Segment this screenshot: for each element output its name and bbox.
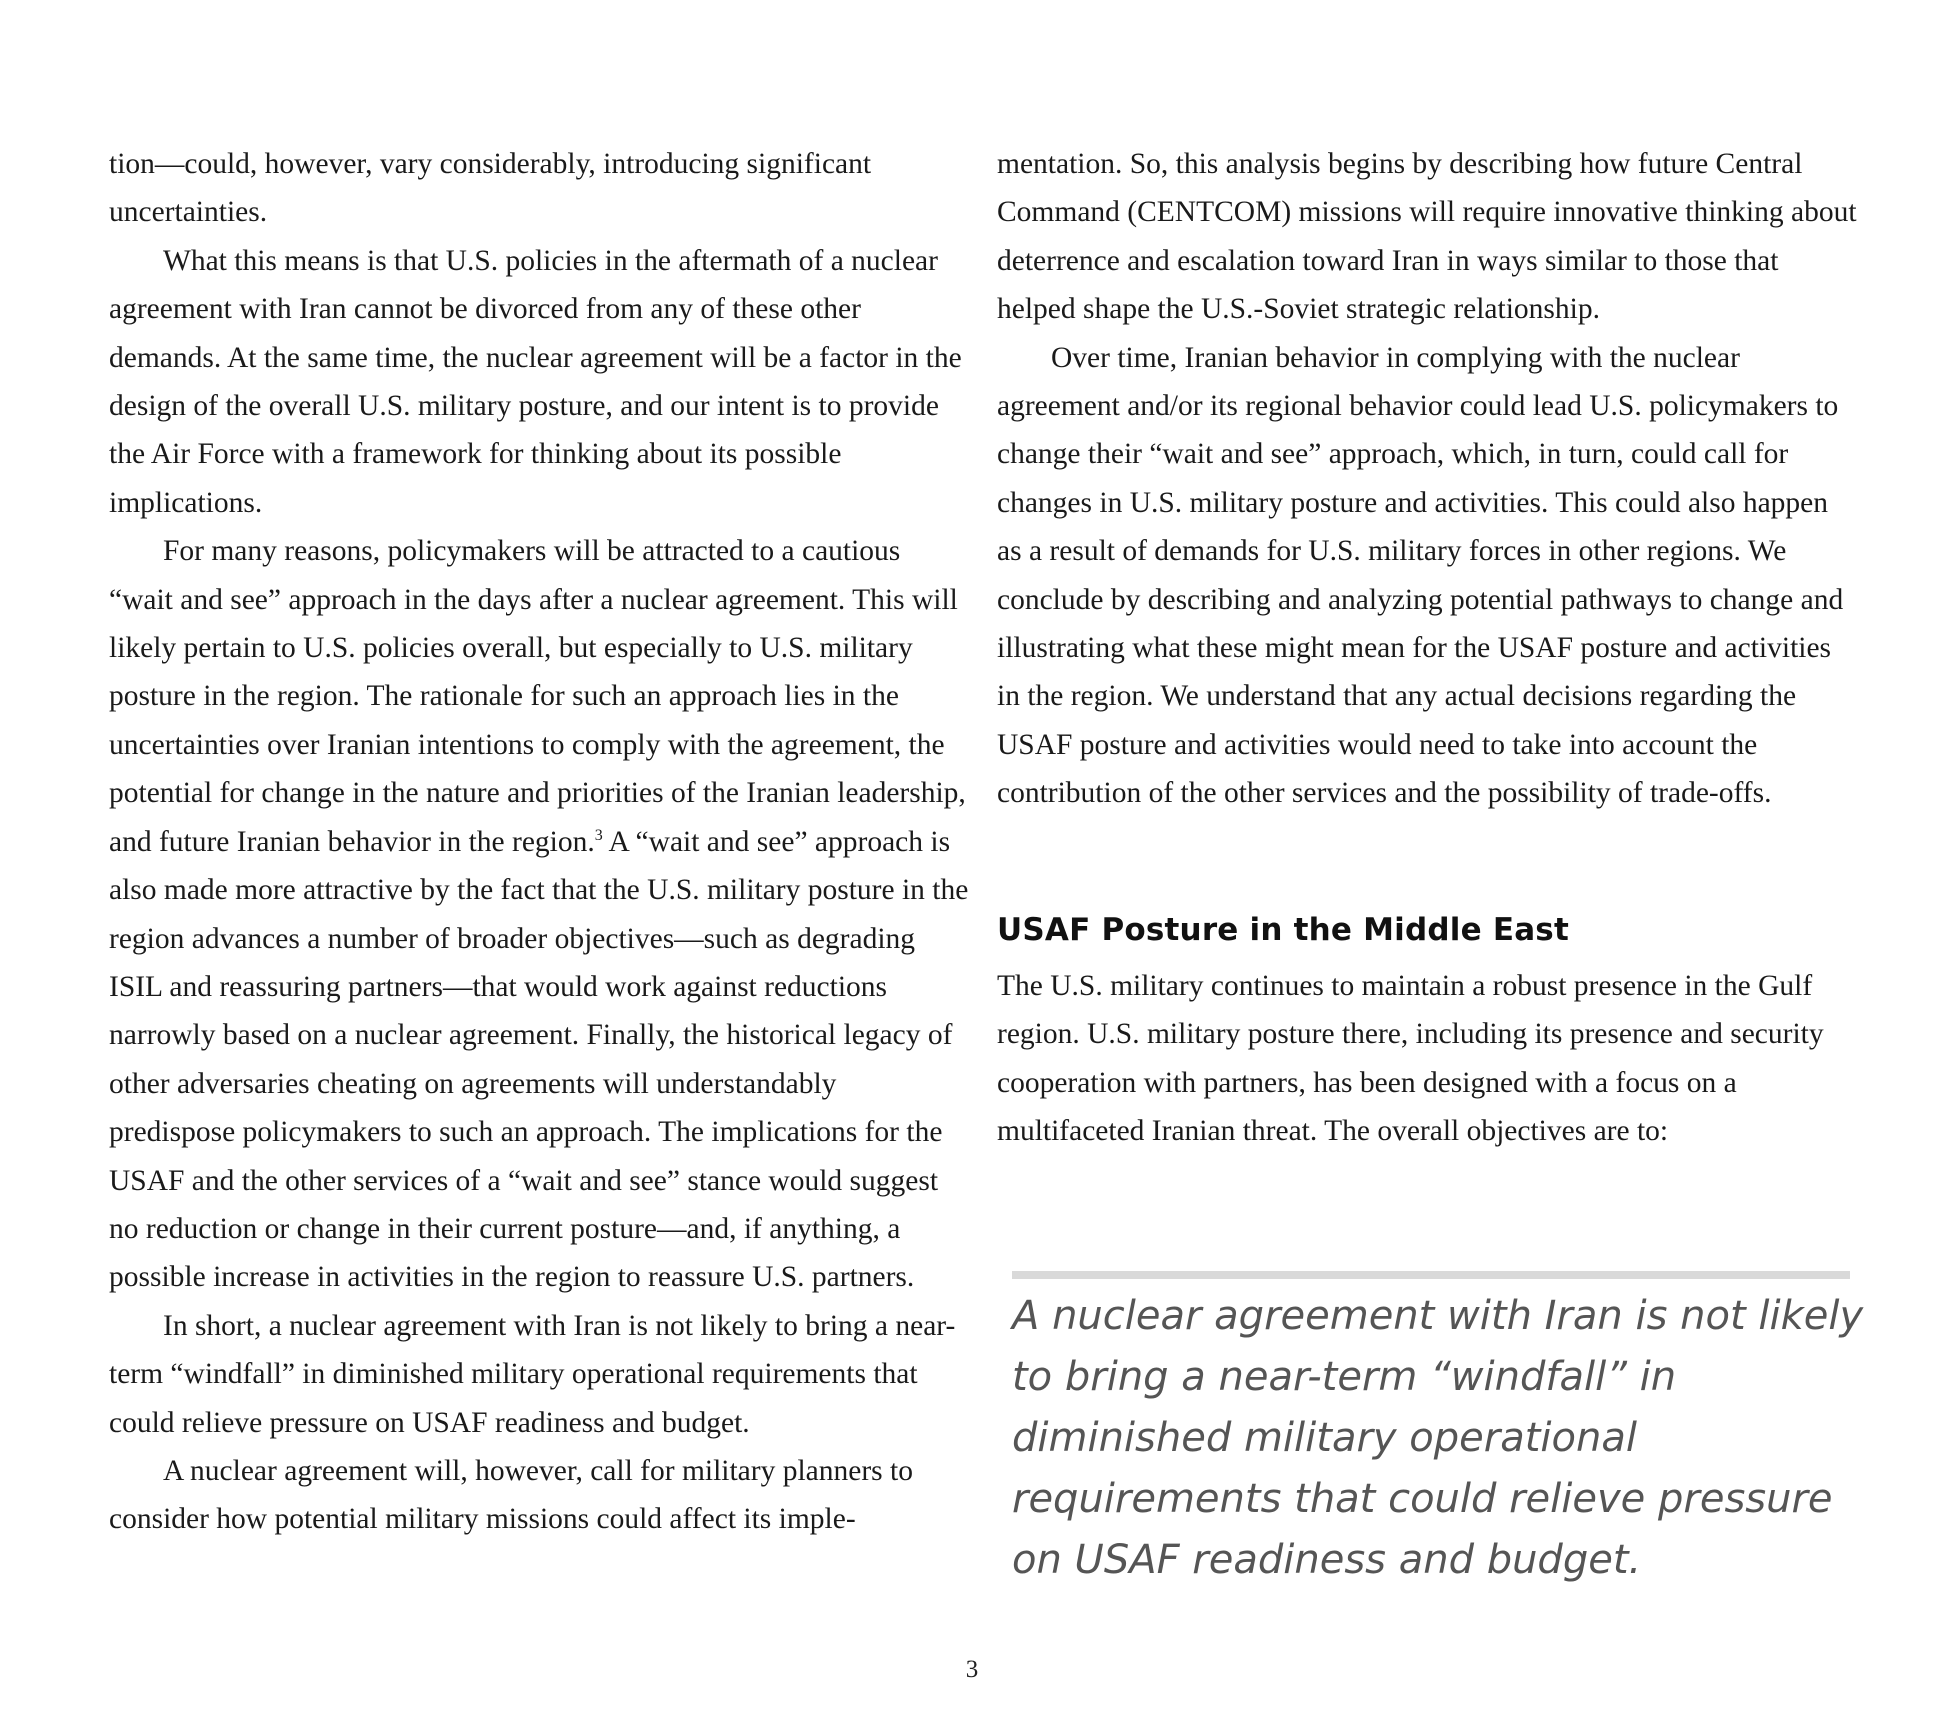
footnote-marker[interactable]: 3 (594, 826, 603, 844)
section-paragraph: The U.S. military continues to maintain a robust presence in the Gulf region. U.S. military posture there, including its presence and security cooperation with partners, has been designed with a focus on a multifaceted Iranian threat. The overall objectives are to: (997, 970, 1824, 1148)
left-paragraph-5: A nuclear agreement will, however, call for military planners to consider how potential military missions could affect its imple- (109, 1454, 913, 1536)
right-paragraph-2: Over time, Iranian behavior in complying with the nuclear agreement and/or its regional behavior could lead U.S. policymakers to change their “wait and see” approach, which, in turn, could call for changes in U.S. military posture and activities. This could also happen as a result of demands for U.S. military forces in other regions. We conclude by describing and analyzing potential pathways to change and illustrating what these might mean for the USAF posture and activities in the region. We understand that any actual decisions regarding the USAF posture and activities would need to take into account the contribution of the other services and the possibility of trade-offs. (997, 341, 1844, 810)
left-paragraph-3-text-a: For many reasons, policymakers will be attracted to a cautious “wait and see” approach in the days after a nuclear agreement. This will likely pertain to U.S. policies overall, but especially to U.S. military posture in the region. The rationale for such an approach lies in the uncertainties over Iranian intentions to comply with the agreement, the potential for change in the nature and priorities of the Iranian leadership, and future Iranian behavior in the region. (109, 535, 966, 858)
pull-quote-rule (1012, 1271, 1850, 1279)
left-paragraph-4: In short, a nuclear agreement with Iran is not likely to bring a near-term “windfall” in diminished military operational requirements that could relieve pressure on USAF readiness and budget. (109, 1309, 956, 1439)
left-paragraph-2: What this means is that U.S. policies in the aftermath of a nuclear agreement with Iran cannot be divorced from any of these other demands. At the same time, the nuclear agreement will be a factor in the design of the overall U.S. military posture, and our intent is to provide the Air Force with a framework for thinking about its possible implications. (109, 244, 962, 519)
pull-quote: A nuclear agreement with Iran is not likely to bring a near-term “windfall” in diminished military operational requirements that could relieve pressure on USAF readiness and budget. (1012, 1293, 1864, 1583)
right-column (997, 140, 1859, 818)
right-paragraph-1: mentation. So, this analysis begins by describing how future Central Command (CENTCOM) missions will require innovative thinking about deterrence and escalation toward Iran in ways similar to those that helped shape the U.S.-Soviet strategic relationship. (997, 148, 1857, 326)
left-paragraph-1: tion—could, however, vary considerably, introducing significant uncertainties. (109, 148, 872, 229)
section-heading: USAF Posture in the Middle East (997, 912, 1569, 948)
left-column (109, 140, 969, 1544)
page-number: 3 (965, 1656, 979, 1683)
left-paragraph-3 (109, 527, 969, 1302)
section-body (997, 962, 1859, 1156)
left-paragraph-3-text-b: A “wait and see” approach is also made more attractive by the fact that the U.S. military posture in the region advances a number of broader objectives—such as degrading ISIL and reassuring partners—that would work against reductions narrowly based on a nuclear agreement. Finally, the historical legacy of other adversaries cheating on agreements will understandably predispose policymakers to such an approach. The implications for the USAF and the other services of a “wait and see” stance would suggest no reduction or change in their current posture—and, if anything, a possible increase in activities in the region to reassure U.S. partners. (109, 825, 969, 1294)
